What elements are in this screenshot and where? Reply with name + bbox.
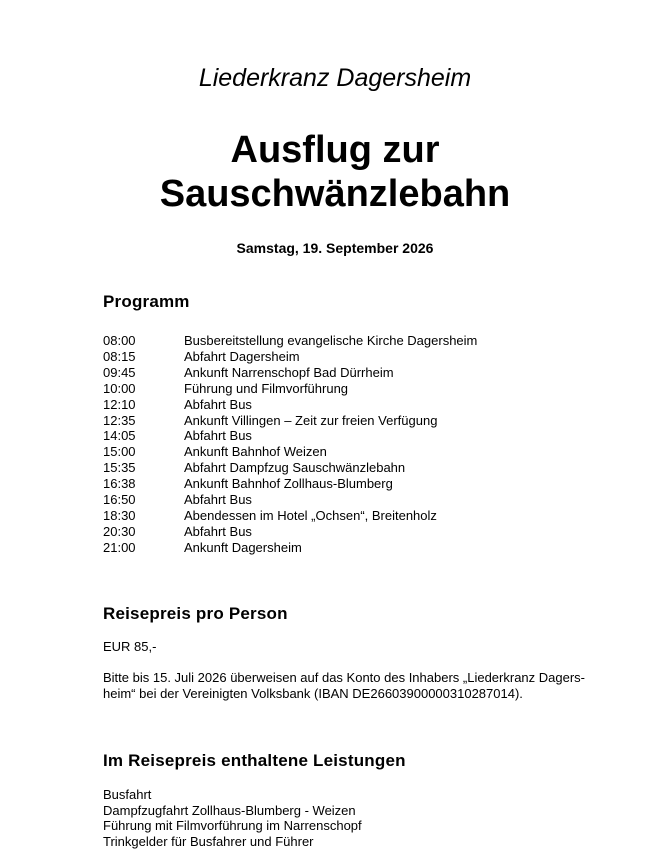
schedule-text: Busbereitstellung evangelische Kirche Dagersheim <box>184 333 478 348</box>
schedule-row <box>103 444 477 460</box>
schedule-time: 16:38 <box>103 476 136 492</box>
schedule-row <box>103 413 477 429</box>
reisepreis-heading: Reisepreis pro Person <box>103 604 288 623</box>
schedule-text: Ankunft Bahnhof Zollhaus-Blumberg <box>184 476 393 492</box>
schedule-time: 18:30 <box>103 507 136 523</box>
schedule-time: 14:05 <box>103 428 136 444</box>
leistungen-heading: Im Reisepreis enthaltene Leistungen <box>103 751 406 770</box>
schedule-row <box>103 333 477 349</box>
schedule-time: 08:00 <box>103 333 136 348</box>
schedule-row <box>103 397 477 413</box>
schedule-row <box>103 476 477 492</box>
schedule-text: Abfahrt Bus <box>184 492 252 508</box>
schedule-row <box>103 540 477 556</box>
schedule-text: Ankunft Narrenschopf Bad Dürrheim <box>184 364 394 380</box>
schedule-time: 09:45 <box>103 364 136 380</box>
title-line-1: Ausflug zur <box>230 129 440 171</box>
schedule-text: Führung und Filmvorführung <box>184 380 349 396</box>
price-amount: EUR 85,- <box>103 639 157 654</box>
payment-instructions <box>103 670 623 702</box>
schedule-text: Ankunft Villingen – Zeit zur freien Verfügung <box>184 412 438 428</box>
schedule-text: Abfahrt Bus <box>184 396 252 412</box>
schedule-row <box>103 460 477 476</box>
schedule-text: Abfahrt Dagersheim <box>184 348 300 364</box>
service-item: Dampfzugfahrt Zollhaus-Blumberg - Weizen <box>103 802 356 818</box>
service-item: Busfahrt <box>103 787 152 802</box>
service-item: Führung mit Filmvorführung im Narrenschopf <box>103 818 362 833</box>
schedule-time: 12:10 <box>103 396 136 412</box>
page-title <box>0 128 670 216</box>
services-list <box>103 787 362 849</box>
schedule-time: 08:15 <box>103 348 136 364</box>
schedule-text: Abfahrt Bus <box>184 428 252 444</box>
payment-line-2: heim“ bei der Vereinigten Volksbank (IBAN DE26603900000310287014). <box>103 686 523 701</box>
schedule-text: Abfahrt Dampfzug Sauschwänzlebahn <box>184 460 406 476</box>
programm-heading: Programm <box>103 292 190 311</box>
title-line-2: Sauschwänzlebahn <box>159 173 511 215</box>
schedule-time: 15:00 <box>103 444 136 460</box>
schedule-text: Ankunft Bahnhof Weizen <box>184 444 327 460</box>
schedule-row <box>103 381 477 397</box>
service-item: Trinkgelder für Busfahrer und Führer <box>103 833 314 849</box>
schedule-text: Ankunft Dagersheim <box>184 539 302 555</box>
schedule-time: 15:35 <box>103 460 136 476</box>
schedule-row <box>103 365 477 381</box>
schedule-time: 21:00 <box>103 539 136 555</box>
schedule-row <box>103 349 477 365</box>
schedule-list <box>103 333 477 556</box>
schedule-text: Abfahrt Bus <box>184 523 252 539</box>
schedule-time: 20:30 <box>103 523 136 539</box>
schedule-row <box>103 508 477 524</box>
schedule-row <box>103 492 477 508</box>
schedule-time: 10:00 <box>103 380 136 396</box>
event-date: Samstag, 19. September 2026 <box>236 240 434 256</box>
schedule-row <box>103 428 477 444</box>
payment-line-1: Bitte bis 15. Juli 2026 überweisen auf das Konto des Inhabers „Liederkranz Dagers- <box>103 670 586 685</box>
schedule-row <box>103 524 477 540</box>
schedule-text: Abendessen im Hotel „Ochsen“, Breitenholz <box>184 507 437 523</box>
schedule-time: 16:50 <box>103 492 136 508</box>
schedule-time: 12:35 <box>103 412 136 428</box>
organization-name: Liederkranz Dagersheim <box>198 64 472 92</box>
